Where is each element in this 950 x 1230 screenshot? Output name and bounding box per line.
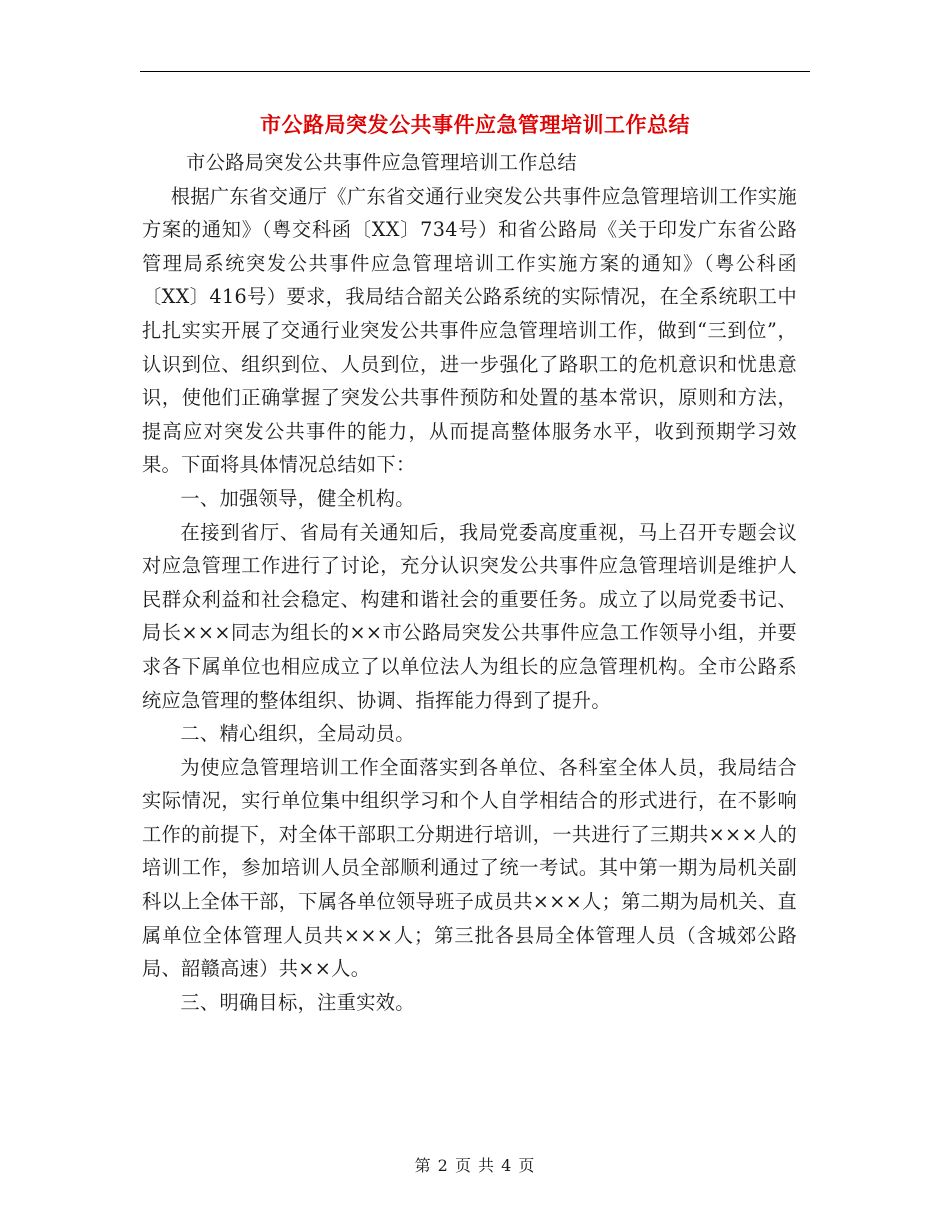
subtitle-paragraph: 市公路局突发公共事件应急管理培训工作总结 [186, 151, 577, 174]
section-paragraph-2: 为使应急管理培训工作全面落实到各单位、各科室全体人员，我局结合实际情况，实行单位集中组织学习和个人自学相结合的形式进行，在不影响工作的前提下，对全体干部职工分期进行培训，一共进行了三期共×××人的培训工作，参加培训人员全部顺利通过了统一考试。其中第一期为局机关副科以上全体干部，下属各单位领导班子成员共×××人；第二期为局机关、直属单位全体管理人员共×××人；第三批各县局全体管理人员（含城郊公路局、韶赣高速）共××人。 [142, 755, 797, 981]
document-title: 市公路局突发公共事件应急管理培训工作总结 [260, 113, 690, 137]
intro-paragraph: 根据广东省交通厅《广东省交通行业突发公共事件应急管理培训工作实施方案的通知》（粤交科函〔XX〕734号）和省公路局《关于印发广东省公路管理局系统突发公共事件应急管理培训工作实施方案的通知》（粤公科函〔XX〕416号）要求，我局结合韶关公路系统的实际情况，在全系统职工中扎扎实实开展了交通行业突发公共事件应急管理培训工作，做到“三到位”，认识到位、组织到位、人员到位，进一步强化了路职工的危机意识和忧患意识，使他们正确掌握了突发公共事件预防和处置的基本常识，原则和方法，提高应对突发公共事件的能力，从而提高整体服务水平，收到预期学习效果。下面将具体情况总结如下： [142, 184, 797, 477]
document-body [142, 146, 797, 1019]
section-heading-3: 三、明确目标，注重实效。 [180, 990, 415, 1014]
section-heading-2: 二、精心组织，全局动员。 [180, 722, 415, 746]
section-paragraph-1: 在接到省厅、省局有关通知后，我局党委高度重视，马上召开专题会议对应急管理工作进行了讨论，充分认识突发公共事件应急管理培训是维护人民群众利益和社会稳定、构建和谐社会的重要任务。成立了以局党委书记、局长×××同志为组长的××市公路局突发公共事件应急工作领导小组，并要求各下属单位也相应成立了以单位法人为组长的应急管理机构。全市公路系统应急管理的整体组织、协调、指挥能力得到了提升。 [142, 520, 797, 712]
section-heading-1: 一、加强领导，健全机构。 [180, 486, 415, 510]
page-number: 第 2 页 共 4 页 [414, 1156, 536, 1175]
header-rule [140, 71, 810, 72]
